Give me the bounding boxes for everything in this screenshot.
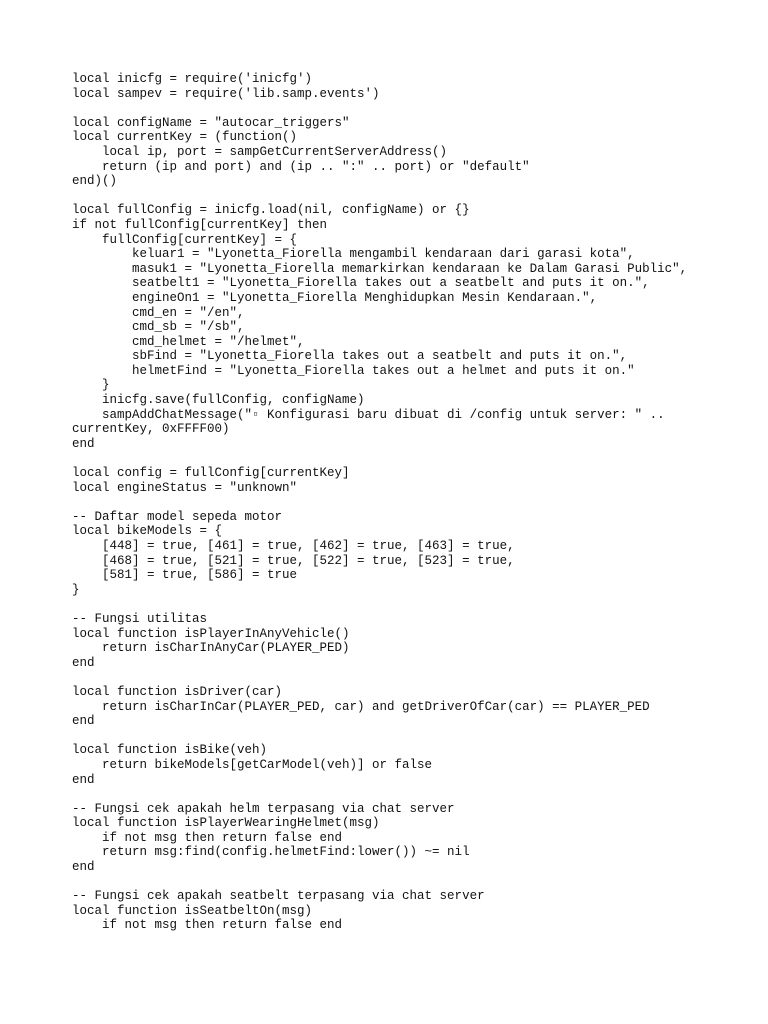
- code-line: cmd_en = "/en",: [72, 305, 245, 320]
- code-line: local function isSeatbeltOn(msg): [72, 903, 313, 918]
- code-line: local function isPlayerWearingHelmet(msg): [72, 816, 380, 831]
- code-line: end: [72, 714, 95, 729]
- code-line: [72, 670, 752, 685]
- code-line: seatbelt1 = "Lyonetta_Fiorella takes out a seatbelt and puts it on.",: [72, 276, 650, 291]
- code-line: -- Fungsi cek apakah helm terpasang via chat server: [72, 801, 455, 816]
- code-line: end)(): [72, 174, 118, 189]
- code-line: if not msg then return false end: [72, 830, 343, 845]
- code-line: local config = fullConfig[currentKey]: [72, 466, 350, 481]
- code-line: -- Fungsi cek apakah seatbelt terpasang via chat server: [72, 889, 485, 904]
- code-line: fullConfig[currentKey] = {: [72, 232, 298, 247]
- code-line: local function isPlayerInAnyVehicle(): [72, 626, 350, 641]
- code-line: [72, 787, 752, 802]
- code-line: [72, 597, 752, 612]
- code-line: end: [72, 860, 95, 875]
- code-line: masuk1 = "Lyonetta_Fiorella memarkirkan kendaraan ke Dalam Garasi Public",: [72, 261, 688, 276]
- code-line: if not fullConfig[currentKey] then: [72, 217, 328, 232]
- code-line: end: [72, 772, 95, 787]
- code-line: return isCharInCar(PLAYER_PED, car) and getDriverOfCar(car) == PLAYER_PED: [72, 699, 650, 714]
- code-line: local fullConfig = inicfg.load(nil, configName) or {}: [72, 203, 470, 218]
- code-line: [581] = true, [586] = true: [72, 568, 298, 583]
- code-line: [468] = true, [521] = true, [522] = true, [523] = true,: [72, 553, 515, 568]
- code-line: end: [72, 436, 95, 451]
- code-line: local ip, port = sampGetCurrentServerAddress(): [72, 144, 448, 159]
- code-line: -- Daftar model sepeda motor: [72, 509, 283, 524]
- code-line: inicfg.save(fullConfig, configName): [72, 393, 365, 408]
- code-line: sbFind = "Lyonetta_Fiorella takes out a seatbelt and puts it on.",: [72, 349, 628, 364]
- code-line: local sampev = require('lib.samp.events'): [72, 86, 380, 101]
- code-line: [72, 189, 752, 204]
- code-line: local currentKey = (function(): [72, 130, 298, 145]
- code-line: local function isDriver(car): [72, 684, 283, 699]
- code-line: }: [72, 582, 80, 597]
- code-line: local bikeModels = {: [72, 524, 223, 539]
- code-line: local configName = "autocar_triggers": [72, 115, 350, 130]
- code-line: cmd_helmet = "/helmet",: [72, 334, 305, 349]
- code-line: [448] = true, [461] = true, [462] = true, [463] = true,: [72, 539, 515, 553]
- code-line: currentKey, 0xFFFF00): [72, 422, 230, 437]
- code-line: }: [72, 378, 110, 393]
- code-line: [72, 875, 752, 890]
- code-line: helmetFind = "Lyonetta_Fiorella takes out a helmet and puts it on.": [72, 363, 635, 378]
- code-line: cmd_sb = "/sb",: [72, 320, 245, 335]
- code-line: engineOn1 = "Lyonetta_Fiorella Menghidupkan Mesin Kendaraan.",: [72, 290, 598, 305]
- code-line: return isCharInAnyCar(PLAYER_PED): [72, 641, 350, 656]
- code-line: end: [72, 655, 95, 670]
- code-line: local engineStatus = "unknown": [72, 480, 298, 495]
- code-document: [72, 72, 752, 933]
- code-line: local inicfg = require('inicfg'): [72, 72, 313, 86]
- code-line: return (ip and port) and (ip .. ":" .. port) or "default": [72, 159, 530, 174]
- code-line: keluar1 = "Lyonetta_Fiorella mengambil kendaraan dari garasi kota",: [72, 247, 635, 262]
- code-line: [72, 101, 752, 116]
- code-line: -- Fungsi utilitas: [72, 611, 208, 626]
- code-line: return bikeModels[getCarModel(veh)] or false: [72, 757, 433, 772]
- code-line: [72, 729, 752, 744]
- code-line: [72, 451, 752, 466]
- code-line: [72, 495, 752, 510]
- code-line: local function isBike(veh): [72, 743, 268, 758]
- code-line: return msg:find(config.helmetFind:lower()) ~= nil: [72, 845, 470, 860]
- code-line: sampAddChatMessage("▫ Konfigurasi baru dibuat di /config untuk server: " ..: [72, 407, 665, 422]
- code-line: if not msg then return false end: [72, 918, 343, 933]
